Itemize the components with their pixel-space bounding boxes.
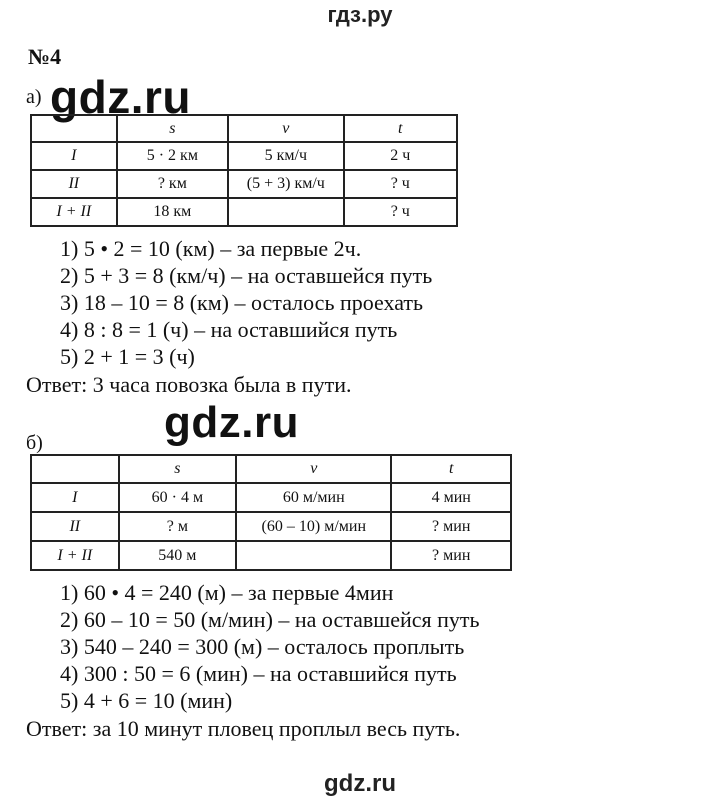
cell-v: 5 км/ч bbox=[228, 142, 343, 170]
table-row bbox=[31, 483, 511, 512]
table-row bbox=[31, 512, 511, 541]
site-header[interactable]: гдз.ру bbox=[327, 2, 393, 27]
solution-step: 3) 18 – 10 = 8 (км) – осталось проехать bbox=[60, 290, 424, 315]
cell-v bbox=[228, 198, 343, 226]
row-label: I bbox=[31, 483, 119, 512]
solution-step: 3) 540 – 240 = 300 (м) – осталось проплыть bbox=[60, 634, 465, 659]
row-label: II bbox=[31, 512, 119, 541]
row-label: II bbox=[31, 170, 117, 198]
row-label: I bbox=[31, 142, 117, 170]
header-cell bbox=[31, 115, 117, 142]
watermark-top: gdz.ru bbox=[50, 71, 191, 123]
header-cell bbox=[31, 455, 119, 483]
cell-s: 60 · 4 м bbox=[119, 483, 237, 512]
row-label: I + II bbox=[31, 198, 117, 226]
cell-v bbox=[236, 541, 391, 570]
table-row bbox=[31, 541, 511, 570]
table-part-a bbox=[30, 114, 458, 227]
cell-s: 18 км bbox=[117, 198, 228, 226]
table-row bbox=[31, 198, 457, 226]
table-header-row bbox=[31, 455, 511, 483]
header-cell-s: s bbox=[119, 455, 237, 483]
solution-step: 1) 60 • 4 = 240 (м) – за первые 4мин bbox=[60, 580, 394, 605]
answer-text: Ответ: 3 часа повозка была в пути. bbox=[26, 372, 352, 397]
watermark-middle: gdz.ru bbox=[164, 398, 299, 447]
solution-step: 4) 300 : 50 = 6 (мин) – на оставшийся путь bbox=[60, 661, 457, 686]
table-part-b bbox=[30, 454, 512, 571]
solution-step: 2) 5 + 3 = 8 (км/ч) – на оставшейся путь bbox=[60, 263, 433, 288]
cell-v: (60 – 10) м/мин bbox=[236, 512, 391, 541]
cell-s: ? м bbox=[119, 512, 237, 541]
cell-s: 540 м bbox=[119, 541, 237, 570]
part-b-label: б) bbox=[26, 432, 43, 454]
cell-s: 5 · 2 км bbox=[117, 142, 228, 170]
solution-step: 2) 60 – 10 = 50 (м/мин) – на оставшейся путь bbox=[60, 607, 480, 632]
table-header-row bbox=[31, 115, 457, 142]
cell-v: 60 м/мин bbox=[236, 483, 391, 512]
header-cell-v: v bbox=[228, 115, 343, 142]
header-cell-s: s bbox=[117, 115, 228, 142]
cell-t: 4 мин bbox=[391, 483, 511, 512]
cell-v: (5 + 3) км/ч bbox=[228, 170, 343, 198]
cell-t: ? мин bbox=[391, 541, 511, 570]
table-row bbox=[31, 142, 457, 170]
table-row bbox=[31, 170, 457, 198]
part-a-label: а) bbox=[26, 86, 42, 108]
header-cell-t: t bbox=[344, 115, 457, 142]
cell-s: ? км bbox=[117, 170, 228, 198]
answer-text: Ответ: за 10 минут пловец проплыл весь путь. bbox=[26, 716, 461, 741]
header-cell-v: v bbox=[236, 455, 391, 483]
row-label: I + II bbox=[31, 541, 119, 570]
cell-t: ? ч bbox=[344, 170, 457, 198]
solution-step: 5) 4 + 6 = 10 (мин) bbox=[60, 688, 233, 713]
cell-t: 2 ч bbox=[344, 142, 457, 170]
solution-step: 5) 2 + 1 = 3 (ч) bbox=[60, 344, 195, 369]
problem-number: №4 bbox=[28, 44, 62, 69]
cell-t: ? мин bbox=[391, 512, 511, 541]
header-cell-t: t bbox=[391, 455, 511, 483]
cell-t: ? ч bbox=[344, 198, 457, 226]
solution-step: 1) 5 • 2 = 10 (км) – за первые 2ч. bbox=[60, 236, 362, 261]
site-footer[interactable]: gdz.ru bbox=[324, 770, 396, 797]
solution-step: 4) 8 : 8 = 1 (ч) – на оставшийся путь bbox=[60, 317, 398, 342]
